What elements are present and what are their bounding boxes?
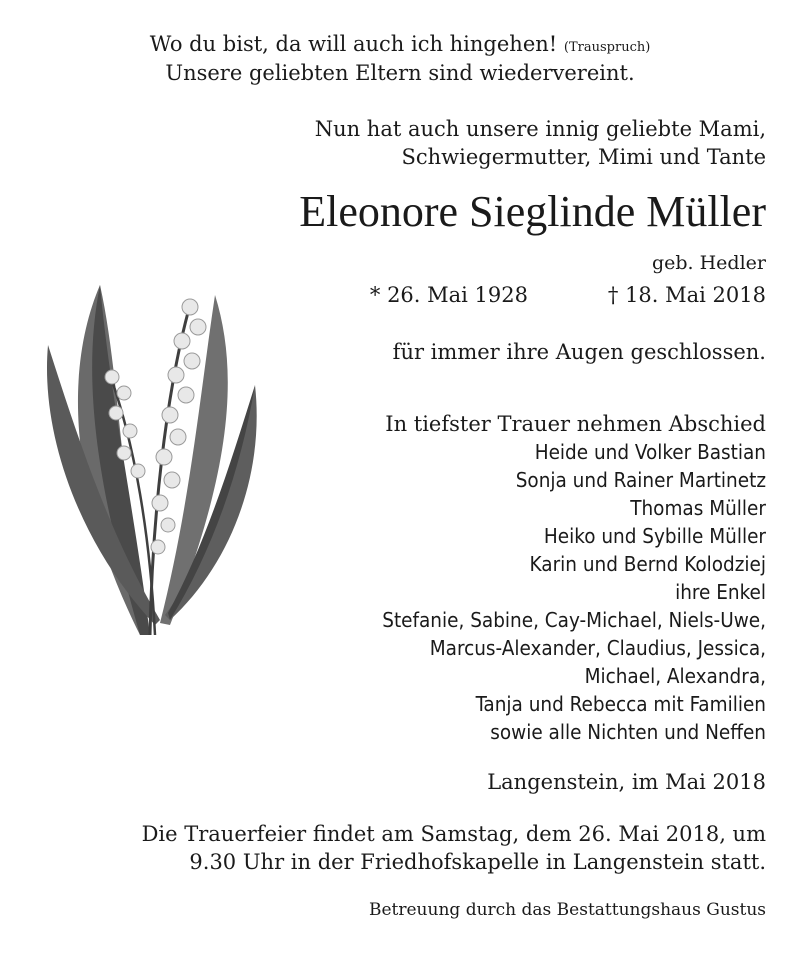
maiden-name: geb. Hedler: [651, 252, 766, 274]
mourner-line: Heide und Volker Bastian: [534, 440, 766, 464]
motto-line-1: [0, 32, 800, 56]
funeral-home: Betreuung durch das Bestattungshaus Gustus: [368, 900, 766, 920]
mourner-line: Tanja und Rebecca mit Familien: [475, 692, 766, 716]
mourner-line: Stefanie, Sabine, Cay-Michael, Niels-Uwe,: [382, 608, 766, 632]
motto-line-2: Unsere geliebten Eltern sind wiedervereint.: [165, 61, 635, 85]
motto-note: (Trauspruch): [563, 40, 651, 55]
motto-text: Wo du bist, da will auch ich hingehen!: [149, 32, 558, 56]
mourner-line: Karin und Bernd Kolodziej: [529, 552, 766, 576]
intro-line-2: Schwiegermutter, Mimi und Tante: [401, 145, 766, 169]
deceased-name: Eleonore Sieglinde Müller: [299, 187, 766, 236]
birth-date: * 26. Mai 1928: [369, 283, 528, 307]
mourner-line: Heiko und Sybille Müller: [543, 524, 766, 548]
farewell-heading: In tiefster Trauer nehmen Abschied: [385, 412, 766, 436]
place-date: Langenstein, im Mai 2018: [487, 770, 766, 794]
ceremony-line-1: Die Trauerfeier findet am Samstag, dem 26. Mai 2018, um: [141, 822, 766, 846]
intro-line-1: Nun hat auch unsere innig geliebte Mami,: [314, 117, 766, 141]
death-date: † 18. Mai 2018: [607, 283, 766, 307]
closing-line: für immer ihre Augen geschlossen.: [392, 340, 766, 364]
ceremony-line-2: 9.30 Uhr in der Friedhofskapelle in Langenstein statt.: [189, 850, 766, 874]
mourner-line: Michael, Alexandra,: [584, 664, 766, 688]
mourner-line: Thomas Müller: [630, 496, 766, 520]
mourner-line: Sonja und Rainer Martinetz: [515, 468, 766, 492]
mourner-line: Marcus-Alexander, Claudius, Jessica,: [429, 636, 766, 660]
mourner-line: sowie alle Nichten und Neffen: [490, 720, 766, 744]
lily-of-the-valley-icon: [40, 275, 270, 645]
mourner-line: ihre Enkel: [675, 580, 766, 604]
